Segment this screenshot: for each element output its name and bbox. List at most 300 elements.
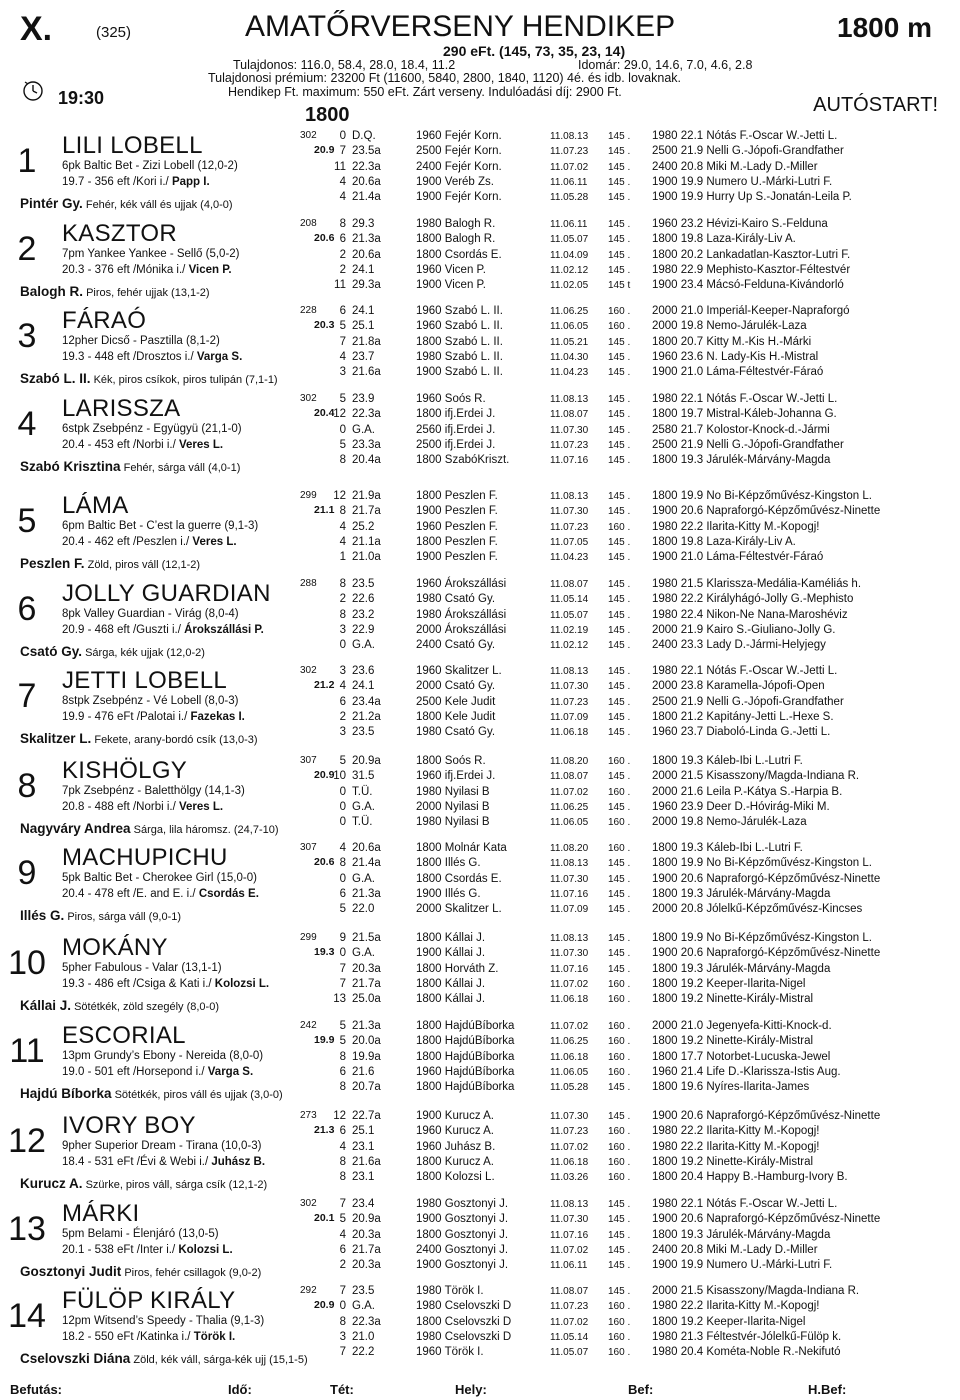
run-distance-driver: 1800 HajdúBíborka <box>416 1035 515 1048</box>
trainer: Veres L. <box>178 439 224 451</box>
run-winner: 1900 20.6 Napraforgó-Képzőművész-Ninette <box>652 947 881 960</box>
run-distance-driver: 1800 Csordás E. <box>416 248 502 261</box>
run-date: 11.03.26 <box>550 1172 589 1184</box>
owner-name: Csató Gy. <box>20 644 83 659</box>
run-winner: 1900 19.9 Numero U.-Márki-Lutri F. <box>652 1259 833 1272</box>
run-prize: 145 . <box>608 904 631 916</box>
run-date: 11.02.05 <box>550 280 589 292</box>
footer-place: Hely: <box>455 1382 487 1397</box>
run-prize: 145 . <box>608 1244 631 1256</box>
run-date: 11.06.18 <box>550 1051 589 1063</box>
run-place: 0 <box>339 872 346 885</box>
pedigree: 7pm Yankee Yankee - Sellő (5,0-2) <box>62 248 240 260</box>
run-distance-driver: 1900 Vicen P. <box>416 279 486 292</box>
run-distance-driver: 1980 Csató Gy. <box>416 593 496 606</box>
run-time: 21.3a <box>352 887 381 900</box>
run-winner: 2500 21.9 Nelli G.-Jópofi-Grandfather <box>652 438 844 451</box>
earnings-line <box>62 624 264 636</box>
race-conditions: Hendikep Ft. maximum: 550 eFt. Zárt verseny. Indulóadási díj: 2900 Ft. <box>228 85 622 99</box>
start-number: 14 <box>8 1297 46 1335</box>
run-distance-driver: 1800 Kállai J. <box>416 932 486 944</box>
run-prize: 160 . <box>608 1347 631 1359</box>
owner-line <box>20 908 181 923</box>
rating: 302 <box>300 393 317 404</box>
run-prize: 160 . <box>608 1051 631 1063</box>
horse-name: KISHÖLGY <box>62 757 188 784</box>
run-distance-driver: 1800 Molnár Kata <box>416 842 507 854</box>
earnings: 20.4 - 478 eft /E. and E. i./ <box>62 888 199 900</box>
run-time: 21.7a <box>352 505 381 518</box>
run-prize: 145 . <box>608 161 631 173</box>
run-distance-driver: 1900 Gosztonyi J. <box>416 1213 509 1226</box>
silk-colors: Sárga, kék ujjak (12,0-2) <box>85 647 205 659</box>
run-date: 11.07.30 <box>550 948 589 960</box>
owner-line <box>20 371 278 386</box>
run-winner: 1800 19.2 Ninette-Király-Mistral <box>652 1035 814 1048</box>
run-time: 22.0 <box>352 903 375 916</box>
owner-line <box>20 196 233 211</box>
run-date: 11.06.25 <box>550 306 589 317</box>
handicap: 20.9 <box>314 144 335 156</box>
run-distance-driver: 1900 Fejér Korn. <box>416 191 502 204</box>
earnings: 19.3 - 486 eft /Csiga & Kati i./ <box>62 978 215 990</box>
run-winner: 1900 19.9 Hurry Up S.-Jonatán-Leila P. <box>652 191 852 204</box>
run-date: 11.08.20 <box>550 756 589 767</box>
run-place: 4 <box>339 175 346 188</box>
start-number: 10 <box>8 944 46 982</box>
run-distance-driver: 1800 HajdúBíborka <box>416 1050 515 1063</box>
run-prize: 145 . <box>608 624 631 636</box>
run-date: 11.05.07 <box>550 609 589 621</box>
run-distance-driver: 1900 Gosztonyi J. <box>416 1259 509 1272</box>
earnings-line <box>62 1156 265 1168</box>
horse-entry <box>0 842 960 932</box>
footer-bet: Tét: <box>330 1382 354 1397</box>
run-place: 12 <box>333 1110 346 1122</box>
earnings-line <box>62 711 245 723</box>
run-distance-driver: 1800 Csordás E. <box>416 872 502 885</box>
handicap: 20.6 <box>314 232 335 244</box>
run-time: 20.3a <box>352 1228 381 1241</box>
run-time: 25.1 <box>352 1125 375 1138</box>
run-winner: 1800 19.3 Járulék-Márvány-Magda <box>652 887 831 900</box>
pedigree: 7pk Zsebpénz - Baletthölgy (14,1-3) <box>62 785 245 797</box>
run-time: T.Ü. <box>352 785 373 798</box>
run-prize: 160 . <box>608 786 631 798</box>
owner-name: Skalitzer L. <box>20 731 92 746</box>
start-number: 6 <box>17 590 37 628</box>
run-distance-driver: 1800 Peszlen F. <box>416 490 498 502</box>
run-winner: 1900 21.0 Láma-Féltestvér-Fáraó <box>652 551 824 564</box>
earnings-line <box>62 1244 233 1256</box>
run-place: 6 <box>339 1243 346 1256</box>
trainer: Fazekas I. <box>190 711 245 723</box>
run-place: 7 <box>339 145 346 158</box>
run-prize: 160 . <box>608 817 631 829</box>
run-distance-driver: 1800 Balogh R. <box>416 233 496 246</box>
run-winner: 1980 22.2 Ilarita-Kitty M.-Kopogj! <box>652 1300 820 1313</box>
run-time: 20.3a <box>352 962 381 975</box>
run-place: 8 <box>339 1315 346 1328</box>
rating: 299 <box>300 932 317 943</box>
run-prize: 145 . <box>608 948 631 960</box>
horse-name: JETTI LOBELL <box>62 667 227 694</box>
run-distance-driver: 1980 Cselovszki D <box>416 1300 512 1313</box>
run-date: 11.08.13 <box>550 933 589 944</box>
run-time: 23.1 <box>352 1171 375 1184</box>
run-winner: 2580 21.7 Kolostor-Knock-d.-Jármi <box>652 423 830 436</box>
run-time: 23.7 <box>352 350 375 363</box>
run-winner: 2000 21.0 Jegenyefa-Kitti-Knock-d. <box>652 1020 832 1032</box>
earnings: 19.9 - 476 eFt /Palotai i./ <box>62 711 191 723</box>
handicap: 19.3 <box>314 946 335 958</box>
run-date: 11.02.12 <box>550 640 589 652</box>
horse-entry <box>0 578 960 668</box>
run-date: 11.07.16 <box>550 455 589 467</box>
run-time: 23.5 <box>352 1285 375 1297</box>
start-number: 13 <box>8 1210 46 1248</box>
trainer: Varga S. <box>207 1066 254 1078</box>
run-place: 4 <box>339 1140 346 1153</box>
run-time: 21.4a <box>352 191 381 204</box>
start-number: 3 <box>17 317 37 355</box>
run-winner: 2000 23.8 Karamella-Jópofi-Open <box>652 680 825 693</box>
run-date: 11.06.05 <box>550 1066 589 1078</box>
run-date: 11.08.07 <box>550 579 589 590</box>
run-winner: 1960 23.7 Diaboló-Linda G.-Jetti L. <box>652 726 831 739</box>
run-time: G.A. <box>352 872 376 885</box>
run-place: 4 <box>339 350 346 363</box>
run-distance-driver: 1960 Juhász B. <box>416 1140 496 1153</box>
run-prize: 145 . <box>608 1082 631 1094</box>
run-time: 22.2 <box>352 1346 375 1359</box>
run-date: 11.07.23 <box>550 146 589 158</box>
horse-name: MÁRKI <box>62 1200 140 1227</box>
run-date: 11.07.02 <box>550 786 589 798</box>
run-distance-driver: 1800 Peszlen F. <box>416 535 498 548</box>
run-winner: 1800 20.7 Kitty M.-Kis H.-Márki <box>652 335 812 348</box>
trainer: Juhász B. <box>211 1156 266 1168</box>
pedigree: 8stpk Zsebpénz - Vé Lobell (8,0-3) <box>62 695 239 707</box>
run-time: 22.7a <box>352 1110 381 1122</box>
run-winner: 1900 23.4 Mácsó-Felduna-Kivándorló <box>652 279 844 292</box>
rating: 242 <box>300 1020 317 1031</box>
run-prize: 160 . <box>608 1036 631 1048</box>
earnings: 18.4 - 531 eFt /Évi & Webi i./ <box>62 1156 212 1168</box>
run-place: 8 <box>339 857 346 870</box>
run-time: 29.3a <box>352 279 381 292</box>
run-place: 2 <box>339 593 346 606</box>
run-date: 11.07.16 <box>550 888 589 900</box>
start-number: 9 <box>17 854 37 892</box>
owner-line <box>20 556 200 571</box>
run-winner: 2000 21.6 Leila P.-Kátya S.-Harpia B. <box>652 785 843 798</box>
run-distance-driver: 1800 Kállai J. <box>416 977 486 990</box>
run-distance-driver: 2500 Fejér Korn. <box>416 145 502 158</box>
run-winner: 1960 23.2 Hévizi-Kairo S.-Felduna <box>652 218 828 230</box>
rating: 307 <box>300 755 317 766</box>
horse-name: ESCORIAL <box>62 1022 186 1049</box>
run-place: 4 <box>339 1228 346 1241</box>
run-date: 11.07.23 <box>550 696 589 708</box>
run-prize: 145 . <box>608 234 631 246</box>
footer-bef: Bef: <box>628 1382 654 1397</box>
run-place: 3 <box>339 366 346 379</box>
start-number: 12 <box>8 1122 46 1160</box>
run-place: 8 <box>339 1171 346 1184</box>
run-date: 11.06.18 <box>550 727 589 739</box>
run-time: 21.6 <box>352 1065 375 1078</box>
run-time: 29.3 <box>352 218 375 230</box>
start-number: 5 <box>17 502 37 540</box>
run-place: 0 <box>339 947 346 960</box>
run-prize: 145 . <box>608 367 631 379</box>
run-winner: 1980 22.1 Nótás F.-Oscar W.-Jetti L. <box>652 393 838 405</box>
handicap: 20.1 <box>314 1212 335 1224</box>
run-prize: 145 . <box>608 192 631 204</box>
run-distance-driver: 1800 SzabóKriszt. <box>416 454 510 467</box>
run-distance-driver: 1800 Cselovszki D <box>416 1315 512 1328</box>
run-distance-driver: 1980 Nyilasi B <box>416 785 490 798</box>
run-place: 5 <box>339 1020 346 1032</box>
start-type: AUTÓSTART! <box>813 94 938 116</box>
run-distance-driver: 2000 Csató Gy. <box>416 680 496 693</box>
run-place: 0 <box>339 1300 346 1313</box>
run-date: 11.07.30 <box>550 681 589 693</box>
owner-premium: Tulajdonosi prémium: 23200 Ft (11600, 5840, 2800, 1840, 1120) 4é. és idb. lovaknak. <box>208 71 681 85</box>
run-distance-driver: 1960 Vicen P. <box>416 263 486 276</box>
race-distance: 1800 m <box>837 12 932 43</box>
run-place: 2 <box>339 263 346 276</box>
run-place: 0 <box>339 785 346 798</box>
run-winner: 1980 22.4 Nikon-Ne Nana-Maroshéviz <box>652 608 848 621</box>
run-winner: 1960 21.4 Life D.-Klarissza-Istis Aug. <box>652 1065 841 1078</box>
run-time: 20.7a <box>352 1081 381 1094</box>
run-winner: 1800 17.7 Notorbet-Lucuska-Jewel <box>652 1050 831 1063</box>
run-winner: 2000 20.8 Jólelkű-Képzőművész-Kincses <box>652 903 863 916</box>
run-distance-driver: 1800 HajdúBíborka <box>416 1020 515 1032</box>
run-place: 7 <box>339 1285 346 1297</box>
run-distance-driver: 1980 Balogh R. <box>416 218 496 230</box>
run-prize: 160 . <box>608 1331 631 1343</box>
run-winner: 1960 23.9 Deer D.-Hóvirág-Miki M. <box>652 800 830 813</box>
run-winner: 1980 20.4 Kométa-Noble R.-Nekifutó <box>652 1346 841 1359</box>
run-distance-driver: 1960 Árokszállási <box>416 578 507 590</box>
trainer: Vicen P. <box>188 264 232 276</box>
run-date: 11.07.02 <box>550 1244 589 1256</box>
owner-line <box>20 459 240 474</box>
run-time: 23.5 <box>352 578 375 590</box>
run-date: 11.07.23 <box>550 439 589 451</box>
run-place: 5 <box>339 1213 346 1226</box>
post-time: 19:30 <box>58 88 105 108</box>
trainer-prize: Idomár: 29.0, 14.6, 7.0, 4.6, 2.8 <box>578 58 753 72</box>
run-distance-driver: 2560 ifj.Erdei J. <box>416 423 496 436</box>
run-winner: 1980 21.5 Klarissza-Medália-Kaméliás h. <box>652 578 862 590</box>
run-place: 2 <box>339 248 346 261</box>
run-time: D.Q. <box>352 130 376 142</box>
horse-entry <box>0 490 960 580</box>
run-time: 20.6a <box>352 248 381 261</box>
earnings-line <box>62 801 223 813</box>
owner-line <box>20 821 279 836</box>
run-place: 2 <box>339 1259 346 1272</box>
run-date: 11.07.23 <box>550 1126 589 1138</box>
owner-line <box>20 1351 308 1366</box>
run-prize: 145 . <box>608 1111 631 1122</box>
run-distance-driver: 1900 Kurucz A. <box>416 1110 494 1122</box>
earnings: 19.7 - 356 eft /Kori i./ <box>62 176 172 188</box>
silk-colors: Sárga, lila háromsz. (24,7-10) <box>133 824 279 836</box>
owner-name: Gosztonyi Judit <box>20 1264 122 1279</box>
earnings-line <box>62 351 242 363</box>
owner-line <box>20 644 205 659</box>
run-distance-driver: 2000 Árokszállási <box>416 623 507 636</box>
owner-name: Hajdú Bíborka <box>20 1086 112 1101</box>
run-place: 4 <box>339 842 346 854</box>
pedigree: 9pher Superior Dream - Tirana (10,0-3) <box>62 1140 262 1152</box>
run-date: 11.07.30 <box>550 506 589 518</box>
trainer: Varga S. <box>196 351 243 363</box>
run-distance-driver: 1800 HajdúBíborka <box>416 1081 515 1094</box>
run-winner: 2500 21.9 Nelli G.-Jópofi-Grandfather <box>652 695 844 708</box>
earnings: 18.2 - 550 eFt /Katinka i./ <box>62 1331 194 1343</box>
rating: 302 <box>300 1198 317 1209</box>
earnings: 20.4 - 453 eft /Norbi i./ <box>62 439 179 451</box>
run-time: T.Ü. <box>352 816 373 829</box>
horse-name: MACHUPICHU <box>62 844 228 871</box>
run-time: 23.6 <box>352 665 375 677</box>
run-time: 21.1a <box>352 535 381 548</box>
run-prize: 145 . <box>608 439 631 451</box>
horse-name: MOKÁNY <box>62 934 168 961</box>
run-date: 11.05.28 <box>550 1082 589 1094</box>
run-time: 23.5 <box>352 726 375 739</box>
run-time: 22.3a <box>352 160 381 173</box>
run-place: 7 <box>339 335 346 348</box>
silk-colors: Fehér, sárga váll (4,0-1) <box>123 462 241 474</box>
run-time: 19.9a <box>352 1050 381 1063</box>
run-prize: 145 . <box>608 424 631 436</box>
pedigree: 6pk Baltic Bet - Zizi Lobell (12,0-2) <box>62 160 238 172</box>
run-winner: 1800 19.6 Nyíres-Ilarita-James <box>652 1081 810 1094</box>
owner-line <box>20 1264 261 1279</box>
run-prize: 145 t <box>608 280 631 292</box>
run-prize: 145 . <box>608 681 631 693</box>
run-place: 11 <box>334 279 346 292</box>
run-place: 8 <box>339 1050 346 1063</box>
earnings-line <box>62 1066 253 1078</box>
run-prize: 145 . <box>608 696 631 708</box>
run-distance-driver: 2500 ifj.Erdei J. <box>416 438 496 451</box>
run-winner: 1800 20.2 Lankadatlan-Kasztor-Lutri F. <box>652 248 851 261</box>
run-date: 11.07.30 <box>550 1214 589 1226</box>
run-distance-driver: 1980 Szabó L. II. <box>416 350 503 363</box>
run-place: 13 <box>333 993 346 1006</box>
owner-line <box>20 1086 283 1101</box>
run-date: 11.06.25 <box>550 801 589 813</box>
run-date: 11.07.09 <box>550 904 589 916</box>
run-date: 11.08.13 <box>550 1199 589 1210</box>
run-time: 25.2 <box>352 520 375 533</box>
run-prize: 145 . <box>608 491 631 502</box>
run-winner: 2000 21.5 Kisasszony/Magda-Indiana R. <box>652 770 860 783</box>
run-date: 11.08.20 <box>550 843 589 854</box>
owner-name: Peszlen F. <box>20 556 85 571</box>
run-place: 0 <box>339 816 346 829</box>
earnings-line <box>62 888 259 900</box>
run-prize: 145 . <box>608 1229 631 1241</box>
earnings-line <box>62 439 223 451</box>
silk-colors: Fehér, kék váll és ujjak (4,0-0) <box>85 199 233 211</box>
pedigree: 12pm Witsend’s Speedy - Thalia (9,1-3) <box>62 1315 265 1327</box>
run-time: G.A. <box>352 947 376 960</box>
pedigree: 6stpk Zsebpénz - Együgyü (21,1-0) <box>62 423 242 435</box>
run-winner: 1800 19.3 Járulék-Márvány-Magda <box>652 962 831 975</box>
run-winner: 1980 22.2 Ilarita-Kitty M.-Kopogj! <box>652 520 820 533</box>
silk-colors: Szürke, piros váll, sárga csík (12,1-2) <box>85 1179 268 1191</box>
run-place: 3 <box>339 623 346 636</box>
handicap: 20.3 <box>314 319 335 331</box>
run-prize: 145 . <box>608 963 631 975</box>
run-date: 11.06.25 <box>550 1036 589 1048</box>
run-date: 11.05.14 <box>550 594 589 606</box>
run-date: 11.07.09 <box>550 711 589 723</box>
run-distance-driver: 1960 Török I. <box>416 1346 484 1359</box>
earnings: 20.4 - 462 eft /Peszlen i./ <box>62 536 193 548</box>
earnings-line <box>62 536 237 548</box>
trainer: Árokszállási P. <box>184 624 264 636</box>
run-place: 12 <box>333 408 346 421</box>
run-time: 20.3a <box>352 1259 381 1272</box>
run-date: 11.07.23 <box>550 1301 589 1313</box>
run-distance-driver: 1900 Peszlen F. <box>416 551 498 564</box>
run-time: 20.9a <box>352 755 381 767</box>
run-place: 4 <box>339 680 346 693</box>
handicap: 19.9 <box>314 1034 335 1046</box>
run-winner: 1900 20.6 Napraforgó-Képzőművész-Ninette <box>652 505 881 518</box>
run-prize: 145 . <box>608 858 631 870</box>
handicap: 20.4 <box>314 407 335 419</box>
horse-entry <box>0 1110 960 1200</box>
run-distance-driver: 1900 Peszlen F. <box>416 505 498 518</box>
run-distance-driver: 2000 Nyilasi B <box>416 800 490 813</box>
horse-name: LILI LOBELL <box>62 132 203 159</box>
run-distance-driver: 1800 Kele Judit <box>416 710 496 723</box>
run-winner: 1980 22.1 Nótás F.-Oscar W.-Jetti L. <box>652 1198 838 1210</box>
earnings: 19.0 - 501 eft /Horsepond i./ <box>62 1066 208 1078</box>
run-time: 22.3a <box>352 1315 381 1328</box>
run-winner: 1980 22.2 Ilarita-Kitty M.-Kopogj! <box>652 1125 820 1138</box>
run-place: 8 <box>339 1155 346 1168</box>
run-date: 11.06.11 <box>550 219 588 230</box>
run-time: 23.5a <box>352 145 381 158</box>
run-place: 2 <box>339 710 346 723</box>
trainer: Kolozsi L. <box>214 978 270 990</box>
run-distance-driver: 1900 Kállai J. <box>416 947 486 960</box>
silk-colors: Sötétkék, piros váll és ujjak (3,0-0) <box>114 1089 283 1101</box>
run-time: 21.9a <box>352 490 381 502</box>
run-winner: 1980 22.9 Mephisto-Kasztor-Féltestvér <box>652 263 851 276</box>
run-time: 21.3a <box>352 1020 381 1032</box>
silk-colors: Piros, fehér csillagok (9,0-2) <box>124 1267 262 1279</box>
run-prize: 160 . <box>608 1021 631 1032</box>
run-distance-driver: 1960 Skalitzer L. <box>416 665 502 677</box>
run-time: G.A. <box>352 423 376 436</box>
rating: 228 <box>300 305 317 316</box>
run-date: 11.08.13 <box>550 131 589 142</box>
run-place: 5 <box>339 755 346 767</box>
